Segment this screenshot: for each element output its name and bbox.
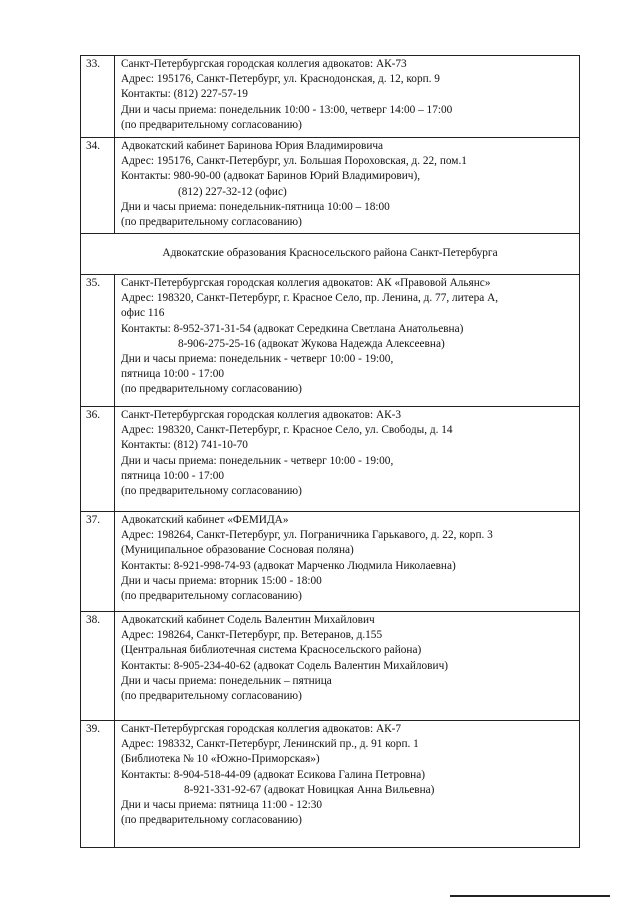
organization-name: Адвокатский кабинет Баринова Юрия Владимировича xyxy=(121,140,384,152)
contacts: Контакты: 8-921-998-74-93 (адвокат Марченко Людмила Николаевна) xyxy=(121,559,456,572)
address-extra: офис 116 xyxy=(121,307,165,320)
address: Адрес: 198264, Санкт-Петербург, ул. Пограничника Гарькавого, д. 22, корп. 3 xyxy=(121,529,493,542)
table-row xyxy=(81,721,580,848)
reception-hours: Дни и часы приема: понедельник - четверг 10:00 - 19:00, xyxy=(121,353,394,366)
row-content xyxy=(115,56,580,138)
contacts: Контакты: (812) 741-10-70 xyxy=(121,439,248,452)
appointment-note: (по предварительному согласованию) xyxy=(121,118,302,131)
contacts-extra: 8-906-275-25-16 (адвокат Жукова Надежда Алексеевна) xyxy=(178,337,445,350)
row-content xyxy=(115,721,580,848)
row-content xyxy=(115,407,580,512)
section-row xyxy=(81,234,580,275)
section-heading: Адвокатские образования Красносельского района Санкт-Петербурга xyxy=(81,234,580,275)
reception-hours-extra: пятница 10:00 - 17:00 xyxy=(121,368,225,381)
organization-name: Адвокатский кабинет Содель Валентин Михайлович xyxy=(121,614,375,626)
address: Адрес: 198320, Санкт-Петербург, г. Красное Село, пр. Ленина, д. 77, литера А, xyxy=(121,292,499,305)
contacts-extra: (812) 227-32-12 (офис) xyxy=(178,185,287,198)
lawyers-table xyxy=(80,55,580,848)
address: Адрес: 198320, Санкт-Петербург, г. Красное Село, ул. Свободы, д. 14 xyxy=(121,424,453,437)
address: Адрес: 198332, Санкт-Петербург, Ленинский пр., д. 91 корп. 1 xyxy=(121,738,419,751)
row-number: 34. xyxy=(81,138,115,234)
row-number: 36. xyxy=(81,407,115,512)
address-extra: (Центральная библиотечная система Красносельского района) xyxy=(121,644,422,657)
row-number: 33. xyxy=(81,56,115,138)
contacts-extra: 8-921-331-92-67 (адвокат Новицкая Анна Вильевна) xyxy=(184,783,435,796)
appointment-note: (по предварительному согласованию) xyxy=(121,383,302,396)
table-row xyxy=(81,407,580,512)
appointment-note: (по предварительному согласованию) xyxy=(121,485,302,498)
table-row xyxy=(81,275,580,407)
table-row xyxy=(81,56,580,138)
organization-name: Санкт-Петербургская городская коллегия адвокатов: АК «Правовой Альянс» xyxy=(121,277,491,289)
reception-hours: Дни и часы приема: пятница 11:00 - 12:30 xyxy=(121,799,323,812)
appointment-note: (по предварительному согласованию) xyxy=(121,690,302,703)
table-row xyxy=(81,612,580,721)
organization-name: Санкт-Петербургская городская коллегия адвокатов: АК-73 xyxy=(121,58,407,70)
appointment-note: (по предварительному согласованию) xyxy=(121,590,302,603)
address: Адрес: 195176, Санкт-Петербург, ул. Большая Пороховская, д. 22, пом.1 xyxy=(121,155,467,168)
row-content xyxy=(115,275,580,407)
organization-name: Адвокатский кабинет «ФЕМИДА» xyxy=(121,514,289,526)
reception-hours: Дни и часы приема: понедельник – пятница xyxy=(121,674,332,687)
address: Адрес: 195176, Санкт-Петербург, ул. Краснодонская, д. 12, корп. 9 xyxy=(121,73,440,86)
contacts: Контакты: (812) 227-57-19 xyxy=(121,88,248,101)
row-number: 38. xyxy=(81,612,115,721)
reception-hours: Дни и часы приема: понедельник - четверг 10:00 - 19:00, xyxy=(121,454,394,467)
address-extra: (Библиотека № 10 «Южно-Приморская») xyxy=(121,753,320,766)
contacts: Контакты: 8-952-371-31-54 (адвокат Середкина Светлана Анатольевна) xyxy=(121,322,464,335)
appointment-note: (по предварительному согласованию) xyxy=(121,814,302,827)
reception-hours: Дни и часы приема: понедельник 10:00 - 13:00, четверг 14:00 – 17:00 xyxy=(121,103,453,116)
reception-hours: Дни и часы приема: вторник 15:00 - 18:00 xyxy=(121,574,322,587)
reception-hours-extra: пятница 10:00 - 17:00 xyxy=(121,469,225,482)
row-content xyxy=(115,512,580,612)
row-number: 35. xyxy=(81,275,115,407)
contacts: Контакты: 8-905-234-40-62 (адвокат Содель Валентин Михайлович) xyxy=(121,659,449,672)
table-row xyxy=(81,138,580,234)
contacts: Контакты: 980-90-00 (адвокат Баринов Юрий Владимирович), xyxy=(121,170,421,183)
row-content xyxy=(115,138,580,234)
organization-name: Санкт-Петербургская городская коллегия адвокатов: АК-3 xyxy=(121,409,402,421)
row-number: 37. xyxy=(81,512,115,612)
organization-name: Санкт-Петербургская городская коллегия адвокатов: АК-7 xyxy=(121,723,402,735)
appointment-note: (по предварительному согласованию) xyxy=(121,216,302,229)
address: Адрес: 198264, Санкт-Петербург, пр. Ветеранов, д.155 xyxy=(121,629,383,642)
address-extra: (Муниципальное образование Сосновая поляна) xyxy=(121,544,354,557)
row-content xyxy=(115,612,580,721)
reception-hours: Дни и часы приема: понедельник-пятница 10:00 – 18:00 xyxy=(121,200,390,213)
row-number: 39. xyxy=(81,721,115,848)
table-row xyxy=(81,512,580,612)
contacts: Контакты: 8-904-518-44-09 (адвокат Есикова Галина Петровна) xyxy=(121,768,425,781)
page-bottom-rule xyxy=(450,895,610,897)
